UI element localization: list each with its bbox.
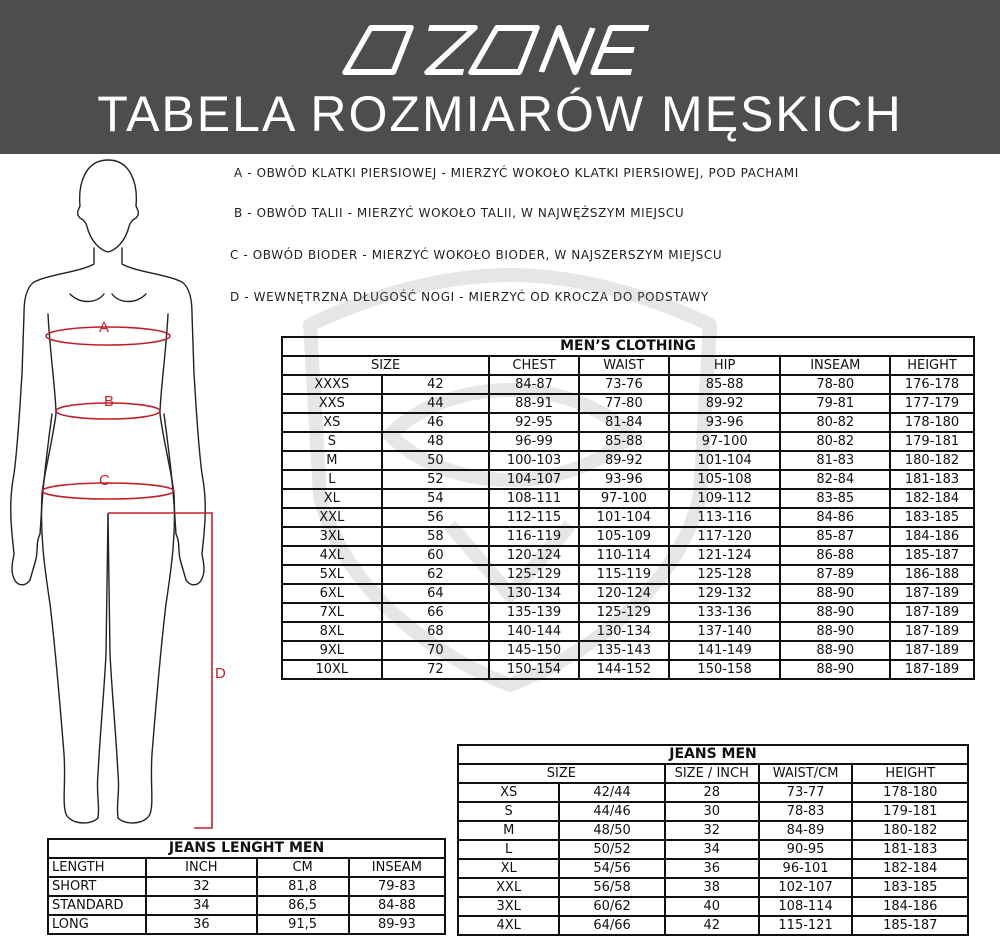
table-cell: 84-87 [489,375,579,394]
label-c: C [99,472,110,489]
table-cell: 54/56 [559,859,664,878]
table-row [282,432,974,451]
ozone-logo [350,9,650,78]
table-title: JEANS LENGHT MEN [48,839,445,858]
table-cell: 78-83 [759,802,853,821]
table-cell: M [458,821,559,840]
table-cell: 96-101 [759,859,853,878]
table-cell: 60 [382,546,489,565]
table-cell: XXS [282,394,382,413]
table-title-row [458,745,968,764]
instruction-c: C - OBWÓD BIODER - MIERZYĆ WOKOŁO BIODER, W NAJSZERSZYM MIEJSCU [230,248,723,262]
table-cell: 187-189 [890,660,974,679]
table-cell: 108-111 [489,489,579,508]
table-cell: 34 [146,896,256,915]
body-outline [11,160,206,823]
table-cell: 88-90 [780,641,890,660]
table-cell: 81-83 [780,451,890,470]
table-cell: 141-149 [669,641,781,660]
header-size: SIZE [458,764,665,783]
table-cell: 36 [146,915,256,934]
table-row [458,878,968,897]
table-cell: 50 [382,451,489,470]
table-cell: 187-189 [890,622,974,641]
label-b: B [104,393,115,410]
table-cell: 28 [665,783,759,802]
header-cell: CM [257,858,349,877]
table-cell: XL [458,859,559,878]
table-cell: 185-187 [890,546,974,565]
table-cell: 38 [665,878,759,897]
table-cell: 46 [382,413,489,432]
table-cell: XS [282,413,382,432]
table-cell: 42 [382,375,489,394]
table-cell: 40 [665,897,759,916]
table-row [282,584,974,603]
table-cell: 184-186 [890,527,974,546]
table-row [48,915,445,934]
header-cell: SIZE / INCH [665,764,759,783]
table-cell: 90-95 [759,840,853,859]
header-cell: HEIGHT [852,764,968,783]
measure-lines [42,327,212,828]
table-row [282,565,974,584]
table-cell: 5XL [282,565,382,584]
table-cell: 97-100 [669,432,781,451]
table-cell: SHORT [48,877,146,896]
table-row [282,660,974,679]
table-cell: 176-178 [890,375,974,394]
table-cell: 73-77 [759,783,853,802]
svg-text:OZONE: OZONE [350,9,407,26]
table-cell: 117-120 [669,527,781,546]
table-cell: 135-139 [489,603,579,622]
table-title-row [48,839,445,858]
table-cell: 30 [665,802,759,821]
header-cell: CHEST [489,356,579,375]
table-cell: 85-87 [780,527,890,546]
table-cell: 130-134 [489,584,579,603]
table-cell: 102-107 [759,878,853,897]
table-cell: LONG [48,915,146,934]
label-d: D [215,665,226,682]
table-cell: 125-129 [489,565,579,584]
table-title-row [282,337,974,356]
header-cell: LENGTH [48,858,146,877]
header-cell: HIP [669,356,781,375]
instruction-d: D - WEWNĘTRZNA DŁUGOŚĆ NOGI - MIERZYĆ OD KROCZA DO PODSTAWY [230,290,709,304]
table-row [282,641,974,660]
header-cell: WAIST/CM [759,764,853,783]
table-cell: 4XL [282,546,382,565]
table-cell: 88-90 [780,660,890,679]
table-cell: 64 [382,584,489,603]
table-cell: 3XL [282,527,382,546]
table-cell: 84-86 [780,508,890,527]
table-cell: 181-183 [852,840,968,859]
table-cell: 48 [382,432,489,451]
table-cell: 8XL [282,622,382,641]
table-cell: 42/44 [559,783,664,802]
table-cell: STANDARD [48,896,146,915]
table-cell: XXXS [282,375,382,394]
table-cell: 3XL [458,897,559,916]
table-cell: 84-88 [349,896,445,915]
table-row [282,470,974,489]
table-cell: 68 [382,622,489,641]
table-cell: 100-103 [489,451,579,470]
table-cell: 86,5 [257,896,349,915]
table-cell: 137-140 [669,622,781,641]
table-cell: 140-144 [489,622,579,641]
header-size: SIZE [282,356,489,375]
table-cell: 93-96 [669,413,781,432]
table-cell: 129-132 [669,584,781,603]
table-cell: 85-88 [669,375,781,394]
table-cell: S [282,432,382,451]
header-banner [0,0,1000,154]
table-cell: 187-189 [890,603,974,622]
table-cell: 44 [382,394,489,413]
table-cell: 115-119 [579,565,669,584]
table-cell: 80-82 [780,432,890,451]
label-a: A [99,319,110,336]
table-cell: 178-180 [852,783,968,802]
table-cell: 186-188 [890,565,974,584]
table-cell: 177-179 [890,394,974,413]
table-row [458,916,968,935]
table-cell: 183-185 [852,878,968,897]
table-cell: 130-134 [579,622,669,641]
table-row [458,897,968,916]
table-cell: 62 [382,565,489,584]
table-cell: 125-129 [579,603,669,622]
table-cell: 93-96 [579,470,669,489]
page-title: TABELA ROZMIARÓW MĘSKICH [97,86,903,142]
table-cell: 4XL [458,916,559,935]
table-cell: 72 [382,660,489,679]
table-cell: S [458,802,559,821]
table-cell: 82-84 [780,470,890,489]
table-cell: 145-150 [489,641,579,660]
table-cell: 112-115 [489,508,579,527]
header-cell: HEIGHT [890,356,974,375]
table-cell: 104-107 [489,470,579,489]
table-cell: 179-181 [852,802,968,821]
table-cell: 6XL [282,584,382,603]
table-row [458,783,968,802]
table-cell: 56/58 [559,878,664,897]
table-cell: 144-152 [579,660,669,679]
jeans-length-table [47,838,446,935]
table-cell: 88-90 [780,622,890,641]
table-title: JEANS MEN [458,745,968,764]
table-cell: 88-90 [780,603,890,622]
table-header-row [458,764,968,783]
table-cell: 150-158 [669,660,781,679]
table-header-row [48,858,445,877]
table-cell: 105-108 [669,470,781,489]
table-cell: 36 [665,859,759,878]
table-cell: 42 [665,916,759,935]
table-cell: 84-89 [759,821,853,840]
table-row [282,451,974,470]
table-cell: 87-89 [780,565,890,584]
table-cell: 180-182 [852,821,968,840]
inseam-measure-line [108,513,212,828]
table-cell: 91,5 [257,915,349,934]
table-cell: 64/66 [559,916,664,935]
table-cell: 182-184 [890,489,974,508]
table-cell: 81,8 [257,877,349,896]
table-cell: 92-95 [489,413,579,432]
header-cell: WAIST [579,356,669,375]
table-cell: 101-104 [669,451,781,470]
table-row [282,603,974,622]
table-cell: 77-80 [579,394,669,413]
table-cell: 70 [382,641,489,660]
table-cell: 66 [382,603,489,622]
table-cell: 89-92 [579,451,669,470]
table-cell: 44/46 [559,802,664,821]
table-row [48,896,445,915]
table-cell: 185-187 [852,916,968,935]
table-cell: XL [282,489,382,508]
table-cell: 96-99 [489,432,579,451]
table-cell: 179-181 [890,432,974,451]
table-cell: 88-90 [780,584,890,603]
table-cell: 79-83 [349,877,445,896]
table-row [458,859,968,878]
table-cell: 32 [665,821,759,840]
header-cell: INCH [146,858,256,877]
instruction-b: B - OBWÓD TALII - MIERZYĆ WOKOŁO TALII, W NAJWĘŻSZYM MIEJSCU [234,206,685,220]
table-cell: 150-154 [489,660,579,679]
table-cell: 60/62 [559,897,664,916]
table-cell: 34 [665,840,759,859]
jeans-men-table [457,744,969,936]
table-row [458,840,968,859]
table-cell: 101-104 [579,508,669,527]
table-cell: 78-80 [780,375,890,394]
table-cell: 120-124 [489,546,579,565]
table-row [282,527,974,546]
table-cell: 181-183 [890,470,974,489]
table-cell: 79-81 [780,394,890,413]
header-cell: INSEAM [349,858,445,877]
table-cell: 120-124 [579,584,669,603]
table-cell: 89-93 [349,915,445,934]
table-cell: 113-116 [669,508,781,527]
table-cell: 7XL [282,603,382,622]
table-row [282,489,974,508]
table-cell: 116-119 [489,527,579,546]
table-cell: 178-180 [890,413,974,432]
table-cell: 32 [146,877,256,896]
table-cell: 52 [382,470,489,489]
table-cell: 180-182 [890,451,974,470]
table-cell: 108-114 [759,897,853,916]
table-cell: 125-128 [669,565,781,584]
table-cell: 121-124 [669,546,781,565]
table-cell: 135-143 [579,641,669,660]
table-row [282,508,974,527]
table-cell: XXL [282,508,382,527]
table-title: MEN’S CLOTHING [282,337,974,356]
table-cell: 133-136 [669,603,781,622]
table-cell: 89-92 [669,394,781,413]
table-cell: 88-91 [489,394,579,413]
table-header-row [282,356,974,375]
table-cell: 115-121 [759,916,853,935]
table-cell: 184-186 [852,897,968,916]
mens-clothing-table [281,336,975,680]
table-cell: L [458,840,559,859]
table-cell: M [282,451,382,470]
table-cell: 105-109 [579,527,669,546]
table-cell: 9XL [282,641,382,660]
table-cell: 50/52 [559,840,664,859]
table-cell: 58 [382,527,489,546]
table-cell: XXL [458,878,559,897]
table-cell: 81-84 [579,413,669,432]
table-cell: 85-88 [579,432,669,451]
table-cell: 48/50 [559,821,664,840]
header-cell: INSEAM [780,356,890,375]
table-cell: XS [458,783,559,802]
table-cell: 187-189 [890,584,974,603]
table-row [282,622,974,641]
table-cell: 97-100 [579,489,669,508]
table-row [282,546,974,565]
table-cell: 73-76 [579,375,669,394]
table-cell: 86-88 [780,546,890,565]
table-cell: 109-112 [669,489,781,508]
body-measurement-figure [0,154,260,844]
table-cell: 10XL [282,660,382,679]
table-cell: 80-82 [780,413,890,432]
table-row [282,375,974,394]
table-row [282,394,974,413]
table-row [458,802,968,821]
table-cell: 187-189 [890,641,974,660]
table-row [48,877,445,896]
table-row [282,413,974,432]
table-cell: 83-85 [780,489,890,508]
table-cell: 56 [382,508,489,527]
table-cell: 183-185 [890,508,974,527]
instruction-a: A - OBWÓD KLATKI PIERSIOWEJ - MIERZYĆ WOKOŁO KLATKI PIERSIOWEJ, POD PACHAMI [234,166,799,180]
table-cell: 182-184 [852,859,968,878]
table-cell: 54 [382,489,489,508]
table-cell: 110-114 [579,546,669,565]
table-cell: L [282,470,382,489]
table-row [458,821,968,840]
